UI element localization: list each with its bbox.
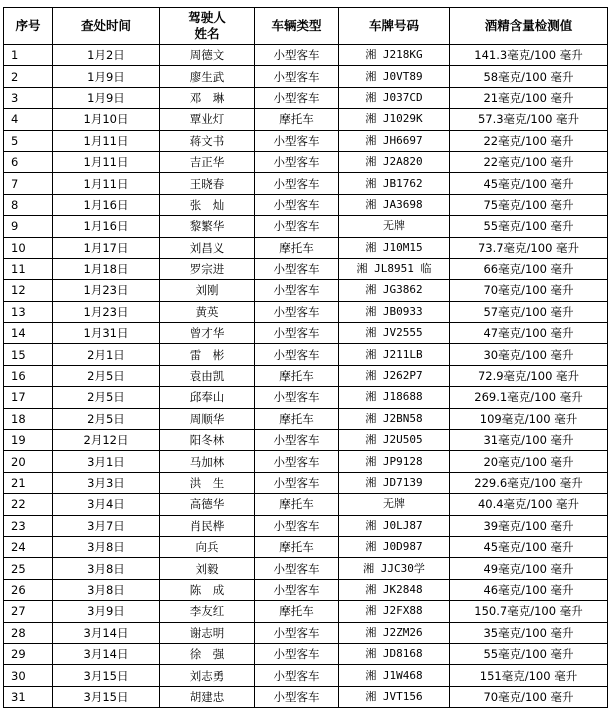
cell-vehicle-type: 小型客车	[255, 173, 339, 194]
cell-alcohol-value: 73.7毫克/100 毫升	[450, 237, 608, 258]
cell-time: 1月18日	[53, 258, 160, 279]
cell-plate: 湘 JD8168	[339, 643, 450, 664]
table-row	[4, 280, 608, 301]
cell-alcohol-value: 70毫克/100 毫升	[450, 686, 608, 707]
cell-no: 19	[4, 430, 53, 451]
cell-time: 1月11日	[53, 173, 160, 194]
cell-plate: 湘 JK2848	[339, 579, 450, 600]
cell-driver-name: 雷 彬	[160, 344, 255, 365]
cell-vehicle-type: 小型客车	[255, 686, 339, 707]
cell-no: 14	[4, 323, 53, 344]
cell-plate: 湘 J262P7	[339, 365, 450, 386]
cell-driver-name: 邱奉山	[160, 387, 255, 408]
cell-driver-name: 谢志明	[160, 622, 255, 643]
cell-plate: 湘 J2FX88	[339, 601, 450, 622]
cell-driver-name: 曾才华	[160, 323, 255, 344]
cell-plate: 湘 JL8951 临	[339, 258, 450, 279]
cell-time: 3月14日	[53, 622, 160, 643]
cell-time: 1月11日	[53, 151, 160, 172]
cell-alcohol-value: 40.4毫克/100 毫升	[450, 494, 608, 515]
cell-no: 16	[4, 365, 53, 386]
cell-vehicle-type: 小型客车	[255, 194, 339, 215]
cell-driver-name: 黄英	[160, 301, 255, 322]
cell-no: 12	[4, 280, 53, 301]
cell-vehicle-type: 小型客车	[255, 387, 339, 408]
cell-vehicle-type: 摩托车	[255, 601, 339, 622]
cell-time: 2月1日	[53, 344, 160, 365]
cell-driver-name: 王晓春	[160, 173, 255, 194]
cell-driver-name: 黎繁华	[160, 216, 255, 237]
table-row	[4, 387, 608, 408]
cell-alcohol-value: 45毫克/100 毫升	[450, 173, 608, 194]
cell-alcohol-value: 151毫克/100 毫升	[450, 665, 608, 686]
cell-driver-name: 蒋文书	[160, 130, 255, 151]
cell-vehicle-type: 小型客车	[255, 665, 339, 686]
table-row	[4, 344, 608, 365]
cell-driver-name: 陈 成	[160, 579, 255, 600]
cell-vehicle-type: 小型客车	[255, 515, 339, 536]
cell-alcohol-value: 70毫克/100 毫升	[450, 280, 608, 301]
cell-alcohol-value: 57毫克/100 毫升	[450, 301, 608, 322]
cell-alcohol-value: 150.7毫克/100 毫升	[450, 601, 608, 622]
cell-driver-name: 周顺华	[160, 408, 255, 429]
table-row	[4, 109, 608, 130]
cell-time: 3月8日	[53, 558, 160, 579]
cell-no: 26	[4, 579, 53, 600]
cell-driver-name: 徐 强	[160, 643, 255, 664]
table-row	[4, 472, 608, 493]
cell-plate: 湘 J10M15	[339, 237, 450, 258]
cell-no: 22	[4, 494, 53, 515]
cell-no: 9	[4, 216, 53, 237]
table-row	[4, 194, 608, 215]
cell-driver-name: 向兵	[160, 536, 255, 557]
cell-plate: 湘 JB0933	[339, 301, 450, 322]
table-row	[4, 494, 608, 515]
cell-time: 3月3日	[53, 472, 160, 493]
cell-no: 1	[4, 45, 53, 66]
cell-plate: 湘 J2ZM26	[339, 622, 450, 643]
cell-driver-name: 袁由凯	[160, 365, 255, 386]
cell-alcohol-value: 39毫克/100 毫升	[450, 515, 608, 536]
cell-no: 2	[4, 66, 53, 87]
cell-plate: 湘 J0VT89	[339, 66, 450, 87]
cell-plate: 湘 J218KG	[339, 45, 450, 66]
cell-driver-name: 吉正华	[160, 151, 255, 172]
cell-vehicle-type: 小型客车	[255, 45, 339, 66]
cell-alcohol-value: 47毫克/100 毫升	[450, 323, 608, 344]
table-row	[4, 408, 608, 429]
cell-time: 3月7日	[53, 515, 160, 536]
table-row	[4, 216, 608, 237]
cell-plate: 湘 JV2555	[339, 323, 450, 344]
cell-driver-name: 洪 生	[160, 472, 255, 493]
cell-no: 25	[4, 558, 53, 579]
cell-plate: 湘 JD7139	[339, 472, 450, 493]
cell-vehicle-type: 小型客车	[255, 301, 339, 322]
cell-no: 31	[4, 686, 53, 707]
cell-alcohol-value: 269.1毫克/100 毫升	[450, 387, 608, 408]
cell-no: 17	[4, 387, 53, 408]
table-row	[4, 643, 608, 664]
cell-time: 2月5日	[53, 365, 160, 386]
table-row	[4, 515, 608, 536]
cell-time: 3月9日	[53, 601, 160, 622]
cell-time: 3月8日	[53, 536, 160, 557]
cell-alcohol-value: 21毫克/100 毫升	[450, 87, 608, 108]
cell-plate: 湘 J037CD	[339, 87, 450, 108]
cell-time: 1月16日	[53, 216, 160, 237]
cell-plate: 湘 JB1762	[339, 173, 450, 194]
cell-plate: 无牌	[339, 494, 450, 515]
cell-alcohol-value: 31毫克/100 毫升	[450, 430, 608, 451]
cell-plate: 湘 J211LB	[339, 344, 450, 365]
cell-no: 6	[4, 151, 53, 172]
cell-plate: 湘 JA3698	[339, 194, 450, 215]
table-row	[4, 301, 608, 322]
table-row	[4, 173, 608, 194]
cell-alcohol-value: 22毫克/100 毫升	[450, 130, 608, 151]
cell-plate: 湘 J2A820	[339, 151, 450, 172]
table-row	[4, 430, 608, 451]
cell-vehicle-type: 小型客车	[255, 66, 339, 87]
table-row	[4, 87, 608, 108]
cell-alcohol-value: 229.6毫克/100 毫升	[450, 472, 608, 493]
cell-vehicle-type: 摩托车	[255, 109, 339, 130]
cell-no: 27	[4, 601, 53, 622]
cell-time: 1月16日	[53, 194, 160, 215]
cell-alcohol-value: 22毫克/100 毫升	[450, 151, 608, 172]
cell-vehicle-type: 摩托车	[255, 237, 339, 258]
cell-driver-name: 刘毅	[160, 558, 255, 579]
header-vehicle-type: 车辆类型	[255, 8, 339, 45]
drunk-driving-table	[3, 7, 608, 708]
cell-vehicle-type: 小型客车	[255, 472, 339, 493]
table-row	[4, 601, 608, 622]
cell-driver-name: 李友红	[160, 601, 255, 622]
cell-alcohol-value: 35毫克/100 毫升	[450, 622, 608, 643]
cell-alcohol-value: 57.3毫克/100 毫升	[450, 109, 608, 130]
cell-driver-name: 覃业灯	[160, 109, 255, 130]
table-header-row	[4, 8, 608, 45]
cell-plate: 湘 JH6697	[339, 130, 450, 151]
cell-driver-name: 罗宗进	[160, 258, 255, 279]
header-driver-name-line1: 驾驶人	[188, 10, 226, 25]
cell-no: 15	[4, 344, 53, 365]
cell-vehicle-type: 小型客车	[255, 130, 339, 151]
table-row	[4, 45, 608, 66]
table-row	[4, 579, 608, 600]
cell-vehicle-type: 摩托车	[255, 536, 339, 557]
table-row	[4, 622, 608, 643]
table-row	[4, 323, 608, 344]
cell-no: 24	[4, 536, 53, 557]
cell-no: 10	[4, 237, 53, 258]
header-no: 序号	[4, 8, 53, 45]
cell-no: 23	[4, 515, 53, 536]
cell-time: 3月4日	[53, 494, 160, 515]
cell-vehicle-type: 小型客车	[255, 87, 339, 108]
cell-time: 1月2日	[53, 45, 160, 66]
cell-plate: 无牌	[339, 216, 450, 237]
cell-no: 8	[4, 194, 53, 215]
cell-time: 2月5日	[53, 387, 160, 408]
cell-plate: 湘 J18688	[339, 387, 450, 408]
cell-plate: 湘 J0LJ87	[339, 515, 450, 536]
cell-time: 3月8日	[53, 579, 160, 600]
cell-alcohol-value: 30毫克/100 毫升	[450, 344, 608, 365]
cell-alcohol-value: 55毫克/100 毫升	[450, 216, 608, 237]
cell-no: 4	[4, 109, 53, 130]
cell-no: 3	[4, 87, 53, 108]
cell-no: 13	[4, 301, 53, 322]
cell-no: 18	[4, 408, 53, 429]
cell-time: 1月9日	[53, 66, 160, 87]
cell-driver-name: 邓 琳	[160, 87, 255, 108]
cell-plate: 湘 J2BN58	[339, 408, 450, 429]
cell-vehicle-type: 小型客车	[255, 280, 339, 301]
cell-vehicle-type: 小型客车	[255, 643, 339, 664]
cell-vehicle-type: 小型客车	[255, 151, 339, 172]
cell-vehicle-type: 小型客车	[255, 216, 339, 237]
cell-alcohol-value: 58毫克/100 毫升	[450, 66, 608, 87]
cell-plate: 湘 J0D987	[339, 536, 450, 557]
cell-plate: 湘 JP9128	[339, 451, 450, 472]
cell-time: 1月23日	[53, 301, 160, 322]
cell-time: 3月14日	[53, 643, 160, 664]
table-row	[4, 536, 608, 557]
table-row	[4, 258, 608, 279]
cell-no: 29	[4, 643, 53, 664]
cell-alcohol-value: 141.3毫克/100 毫升	[450, 45, 608, 66]
header-driver-name	[160, 8, 255, 45]
cell-driver-name: 马加林	[160, 451, 255, 472]
cell-driver-name: 廖生武	[160, 66, 255, 87]
cell-time: 1月11日	[53, 130, 160, 151]
cell-time: 2月5日	[53, 408, 160, 429]
cell-vehicle-type: 摩托车	[255, 365, 339, 386]
table-row	[4, 686, 608, 707]
header-plate: 车牌号码	[339, 8, 450, 45]
cell-plate: 湘 J1029K	[339, 109, 450, 130]
cell-alcohol-value: 109毫克/100 毫升	[450, 408, 608, 429]
cell-plate: 湘 JJC30学	[339, 558, 450, 579]
cell-driver-name: 胡建忠	[160, 686, 255, 707]
cell-no: 28	[4, 622, 53, 643]
cell-driver-name: 刘志勇	[160, 665, 255, 686]
cell-no: 21	[4, 472, 53, 493]
cell-time: 1月17日	[53, 237, 160, 258]
cell-plate: 湘 J2U505	[339, 430, 450, 451]
cell-driver-name: 高德华	[160, 494, 255, 515]
table-row	[4, 665, 608, 686]
cell-plate: 湘 JG3862	[339, 280, 450, 301]
cell-time: 1月10日	[53, 109, 160, 130]
cell-alcohol-value: 46毫克/100 毫升	[450, 579, 608, 600]
cell-no: 20	[4, 451, 53, 472]
cell-plate: 湘 JVT156	[339, 686, 450, 707]
cell-time: 1月9日	[53, 87, 160, 108]
cell-no: 7	[4, 173, 53, 194]
cell-alcohol-value: 66毫克/100 毫升	[450, 258, 608, 279]
cell-no: 30	[4, 665, 53, 686]
cell-vehicle-type: 摩托车	[255, 408, 339, 429]
table-row	[4, 237, 608, 258]
cell-alcohol-value: 55毫克/100 毫升	[450, 643, 608, 664]
cell-vehicle-type: 小型客车	[255, 258, 339, 279]
cell-driver-name: 刘刚	[160, 280, 255, 301]
cell-time: 3月1日	[53, 451, 160, 472]
cell-driver-name: 张 灿	[160, 194, 255, 215]
cell-time: 3月15日	[53, 665, 160, 686]
header-alcohol-value: 酒精含量检测值	[450, 8, 608, 45]
cell-driver-name: 阳冬林	[160, 430, 255, 451]
table-row	[4, 558, 608, 579]
cell-vehicle-type: 小型客车	[255, 558, 339, 579]
cell-vehicle-type: 小型客车	[255, 323, 339, 344]
cell-alcohol-value: 45毫克/100 毫升	[450, 536, 608, 557]
header-time: 查处时间	[53, 8, 160, 45]
cell-vehicle-type: 小型客车	[255, 622, 339, 643]
table-row	[4, 151, 608, 172]
cell-time: 3月15日	[53, 686, 160, 707]
table-row	[4, 365, 608, 386]
cell-vehicle-type: 小型客车	[255, 579, 339, 600]
cell-no: 11	[4, 258, 53, 279]
cell-plate: 湘 J1W468	[339, 665, 450, 686]
table-row	[4, 66, 608, 87]
table-body	[4, 45, 608, 708]
table-row	[4, 130, 608, 151]
cell-alcohol-value: 72.9毫克/100 毫升	[450, 365, 608, 386]
cell-time: 1月31日	[53, 323, 160, 344]
cell-vehicle-type: 摩托车	[255, 494, 339, 515]
header-driver-name-line2: 姓名	[194, 26, 220, 41]
cell-alcohol-value: 75毫克/100 毫升	[450, 194, 608, 215]
cell-alcohol-value: 49毫克/100 毫升	[450, 558, 608, 579]
cell-time: 1月23日	[53, 280, 160, 301]
cell-vehicle-type: 小型客车	[255, 451, 339, 472]
cell-driver-name: 肖民桦	[160, 515, 255, 536]
cell-driver-name: 刘昌义	[160, 237, 255, 258]
cell-driver-name: 周德文	[160, 45, 255, 66]
cell-no: 5	[4, 130, 53, 151]
cell-time: 2月12日	[53, 430, 160, 451]
cell-vehicle-type: 小型客车	[255, 430, 339, 451]
table-row	[4, 451, 608, 472]
cell-alcohol-value: 20毫克/100 毫升	[450, 451, 608, 472]
cell-vehicle-type: 小型客车	[255, 344, 339, 365]
